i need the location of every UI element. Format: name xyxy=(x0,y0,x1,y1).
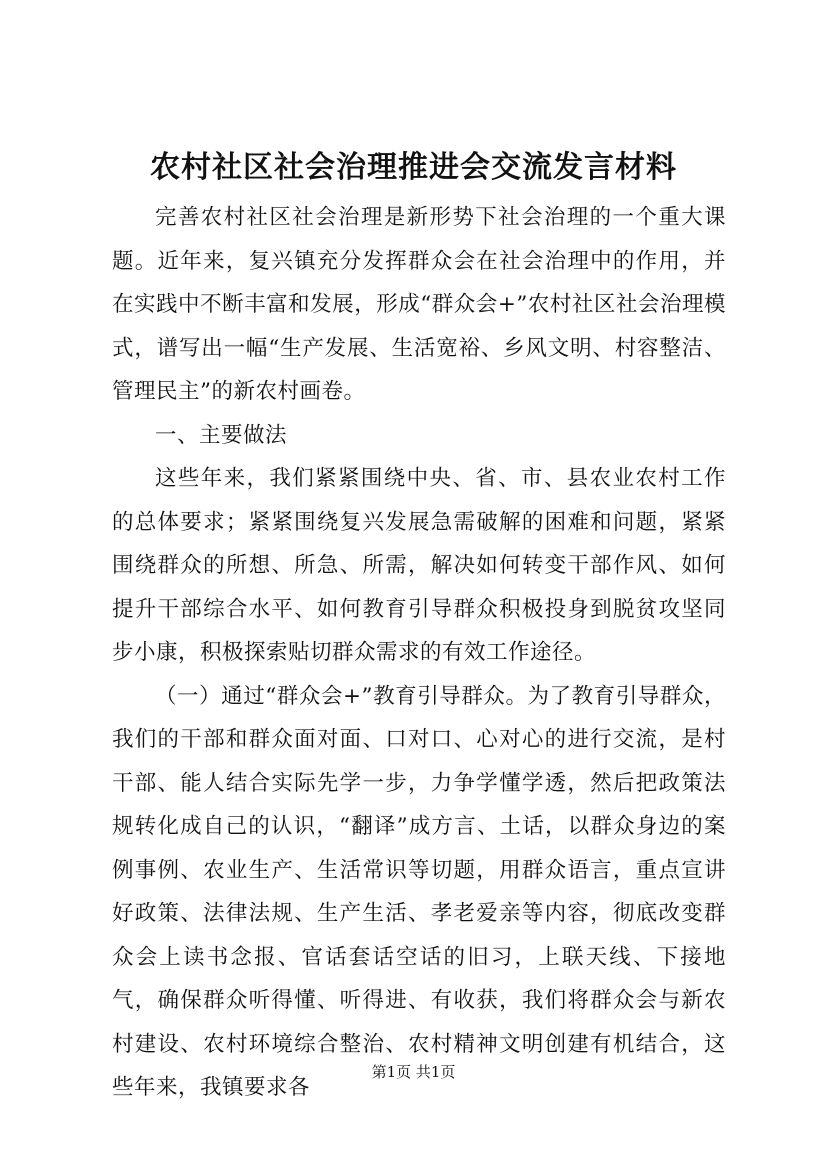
document-title: 农村社区社会治理推进会交流发言材料 xyxy=(150,150,677,185)
page-footer: 第1页 共1页 xyxy=(371,1063,456,1081)
paragraph-subsection-1: （一）通过“群众会+”教育引导群众。为了教育引导群众，我们的干部和群众面对面、口对口、心对心的进行交流，是村干部、能人结合实际先学一步，力争学懂学透，然后把政策法规转化成自己的认识，“翻译”成方言、土话，以群众身边的案例事例、农业生产、生活常识等切题，用群众语言，重点宣讲好政策、法律法规、生产生活、孝老爱亲等内容，彻底改变群众会上读书念报、官话套话空话的旧习，上联天线、下接地气，确保群众听得懂、听得进、有收获，我们将群众会与新农村建设、农村环境综合整治、农村精神文明创建有机结合，这些年来，我镇要求各 xyxy=(112,683,726,1100)
paragraph-intro: 完善农村社区社会治理是新形势下社会治理的一个重大课题。近年来，复兴镇充分发挥群众会在社会治理中的作用，并在实践中不断丰富和发展，形成“群众会+”农村社区社会治理模式，谱写出一幅“生产发展、生活宽裕、乡风文明、村容整洁、管理民主”的新农村画卷。 xyxy=(112,205,726,404)
section-heading-main-practices: 一、主要做法 xyxy=(155,422,288,448)
document-body xyxy=(112,196,726,1110)
paragraph-practices-overview: 这些年来，我们紧紧围绕中央、省、市、县农业农村工作的总体要求；紧紧围绕复兴发展急需破解的困难和问题，紧紧围绕群众的所想、所急、所需，解决如何转变干部作风、如何提升干部综合水平、如何教育引导群众积极投身到脱贫攻坚同步小康，积极探索贴切群众需求的有效工作途径。 xyxy=(112,466,726,665)
